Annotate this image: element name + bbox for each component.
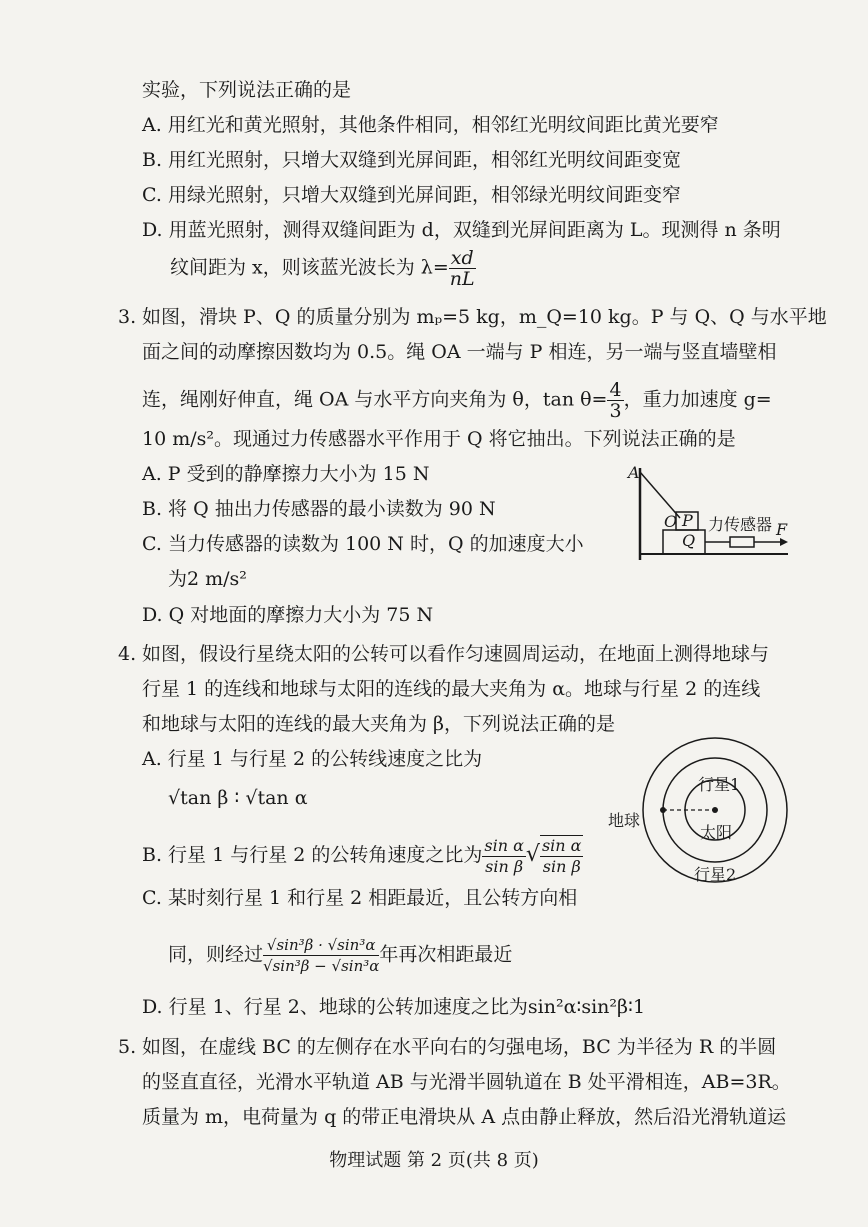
earth-dot [660,807,666,813]
q2-option-b: B. 用红光照射，只增大双缝到光屏间距，相邻红光明纹间距变宽 [142,149,682,171]
q3-line3 [142,380,772,421]
label-q: Q [682,531,696,550]
label-f: F [776,520,788,539]
q4-option-a-line1: A. 行星 1 与行星 2 的公转线速度之比为 [142,748,483,770]
label-a: A [628,463,640,482]
q2-option-c: C. 用绿光照射，只增大双缝到光屏间距，相邻绿光明纹间距变窄 [142,184,681,206]
q2-option-a: A. 用红光和黄光照射，其他条件相同，相邻红光明纹间距比黄光要窄 [142,114,719,136]
q4-line3: 和地球与太阳的连线的最大夹角为 β，下列说法正确的是 [142,713,616,735]
period-fraction [263,935,379,976]
label-sensor: 力传感器 [708,515,773,534]
q4-b-text: B. 行星 1 与行星 2 的公转角速度之比为 [142,844,483,866]
label-sun: 太阳 [700,823,733,842]
q3-line3-post: ，重力加速度 g= [623,388,772,411]
fraction-numerator: sin α [484,835,524,855]
q4-option-b [142,835,583,877]
fraction-denominator: sin β [542,857,581,876]
label-planet2: 行星2 [694,865,737,884]
q4-option-d: D. 行星 1、行星 2、地球的公转加速度之比为sin²α∶sin²β∶1 [142,996,646,1018]
page-footer: 物理试题 第 2 页(共 8 页) [329,1150,539,1171]
label-o: O [664,512,678,531]
q4-number: 4. [118,643,137,665]
q5-line1: 如图，在虚线 BC 的左侧存在水平向右的匀强电场，BC 为半径为 R 的半圆 [142,1036,777,1058]
q3-option-c-line2: 为2 m/s² [168,568,247,590]
q3-line3-pre: 连，绳刚好伸直，绳 OA 与水平方向夹角为 θ，tan θ= [142,388,608,411]
q4-option-c-line2 [168,935,512,976]
fraction-denominator: sin β [485,856,524,876]
fraction-numerator: sin α [541,836,582,855]
q2-d-text: 纹间距为 x，则该蓝光波长为 λ= [170,256,449,279]
fraction-denominator: nL [449,268,475,290]
q3-option-c-line1: C. 当力传感器的读数为 100 N 时，Q 的加速度大小 [142,533,584,555]
sqrt-fraction [540,835,584,877]
q4-line1: 如图，假设行星绕太阳的公转可以看作匀速圆周运动，在地面上测得地球与 [142,643,770,665]
q3-option-d: D. Q 对地面的摩擦力大小为 75 N [142,604,434,626]
q4-c-text: 同，则经过 [168,943,264,966]
sqrt-symbol: √ [525,842,540,867]
q4-option-c-line1: C. 某时刻行星 1 和行星 2 相距最近，且公转方向相 [142,887,578,909]
fraction-numerator: xd [450,247,474,269]
fraction-denominator: 3 [609,400,622,422]
fraction-numerator: √sin³β · √sin³α [263,935,379,956]
fraction-denominator: √sin³β − √sin³α [263,957,380,975]
fraction-numerator: 4 [609,379,622,401]
q5-line2: 的竖直直径，光滑水平轨道 AB 与光滑半圆轨道在 B 处平滑相连，AB=3R。 [142,1071,791,1093]
q2-option-d-line2 [170,248,476,289]
q3-line1: 如图，滑块 P、Q 的质量分别为 mₚ=5 kg，m_Q=10 kg。P 与 Q、Q 与水平地 [142,306,827,328]
q2-stem-tail: 实验，下列说法正确的是 [142,79,352,101]
sun-dot [712,807,718,813]
q3-option-a: A. P 受到的静摩擦力大小为 15 N [142,463,430,485]
tan-fraction [607,380,623,421]
q3-option-b: B. 将 Q 抽出力传感器的最小读数为 90 N [142,498,496,520]
label-planet1: 行星1 [698,775,741,794]
label-p: P [682,511,693,530]
omega-fraction [482,836,526,877]
q3-line2: 面之间的动摩擦因数均为 0.5。绳 OA 一端与 P 相连，另一端与竖直墙壁相 [142,341,777,363]
q4-c-text-post: 年再次相距最近 [379,943,513,966]
arrow-head [780,538,788,546]
q2-option-d-line1: D. 用蓝光照射，测得双缝间距为 d，双缝到光屏间距离为 L。现测得 n 条明 [142,219,781,241]
wavelength-fraction [449,248,476,289]
force-sensor [730,537,754,547]
q4-line2: 行星 1 的连线和地球与太阳的连线的最大夹角为 α。地球与行星 2 的连线 [142,678,761,700]
q5-line3: 质量为 m，电荷量为 q 的带正电滑块从 A 点由静止释放，然后沿光滑轨道运 [142,1106,787,1128]
label-earth: 地球 [608,811,641,830]
q3-line4: 10 m/s²。现通过力传感器水平作用于 Q 将它抽出。下列说法正确的是 [142,428,736,450]
q5-number: 5. [118,1036,137,1058]
q3-number: 3. [118,306,137,328]
q4-option-a-line2: √tan β ∶ √tan α [168,787,308,809]
